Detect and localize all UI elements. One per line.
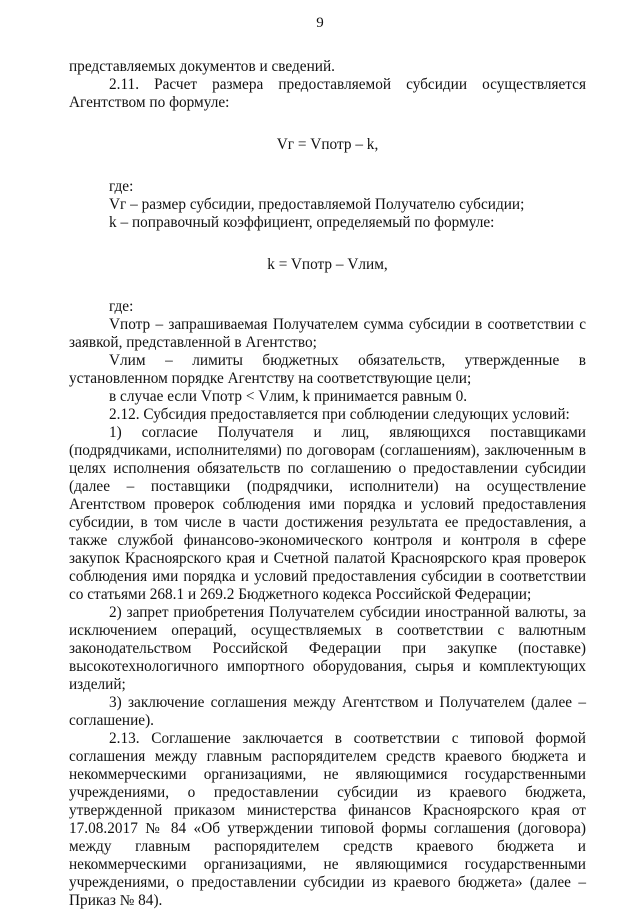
paragraph-2-12: 2.12. Субсидия предоставляется при соблюдении следующих условий: (109, 406, 570, 423)
formula-vg: Vг = Vпотр – k, (276, 136, 379, 153)
definition-vpotr: Vпотр – запрашиваемая Получателем сумма субсидии в соответствии с заявкой, представленной в Агентство; (69, 316, 586, 351)
condition-1: 1) согласие Получателя и лиц, являющихся поставщиками (подрядчиками, исполнителями) по договорам (соглашениям), заключенным в целях исполнения обязательств по соглашению о предоставлении субсидии (далее – поставщики (подрядчики, исполнители) на осуществление Агентством проверок соблюдения ими порядка и условий предоставления субсидии, в том числе в части достижения результата ее предоставления, а также службой финансово-экономического контроля и контроля в сфере закупок Красноярского края и Счетной палатой Красноярского края проверок соблюдения ими порядка и условий предоставления субсидии в соответствии со статьями 268.1 и 269.2 Бюджетного кодекса Российской Федерации; (69, 424, 586, 603)
condition-2: 2) запрет приобретения Получателем субсидии иностранной валюты, за исключением операций, осуществляемых в соответствии с валютным законодательством Российской Федерации при закупке (поставке) высокотехнологичного импортного оборудования, сырья и комплектующих изделий; (69, 604, 586, 693)
definition-vg: Vг – размер субсидии, предоставляемой Получателю субсидии; (109, 196, 525, 213)
paragraph-2-11: 2.11. Расчет размера предоставляемой субсидии осуществляется Агентством по формуле: (69, 76, 586, 111)
definition-vlim: Vлим – лимиты бюджетных обязательств, утвержденные в установленном порядке Агентству на соответствующие цели; (69, 352, 586, 387)
case-condition: в случае если Vпотр < Vлим, k принимается равным 0. (109, 388, 468, 405)
paragraph-continuation: представляемых документов и сведений. (69, 58, 335, 75)
paragraph-2-13: 2.13. Соглашение заключается в соответствии с типовой формой соглашения между главным распорядителем средств краевого бюджета и некоммерческими организациями, не являющимися государственными учреждениями, о предоставлении субсидии из краевого бюджета, утвержденной приказом министерства финансов Красноярского края от 17.08.2017 № 84 «Об утверждении типовой формы соглашения (договора) между главным распорядителем средств краевого бюджета и некоммерческими организациями, не являющимися государственными учреждениями, о предоставлении субсидии из краевого бюджета» (далее – Приказ № 84). (69, 730, 586, 909)
formula-k: k = Vпотр – Vлим, (267, 256, 388, 273)
definition-k: k – поправочный коэффициент, определяемый по формуле: (109, 214, 495, 231)
where-label-1: где: (109, 178, 134, 195)
page-number: 9 (316, 15, 324, 31)
document-body (69, 58, 586, 910)
where-label-2: где: (109, 298, 134, 315)
condition-3: 3) заключение соглашения между Агентством и Получателем (далее – соглашение). (69, 694, 586, 729)
